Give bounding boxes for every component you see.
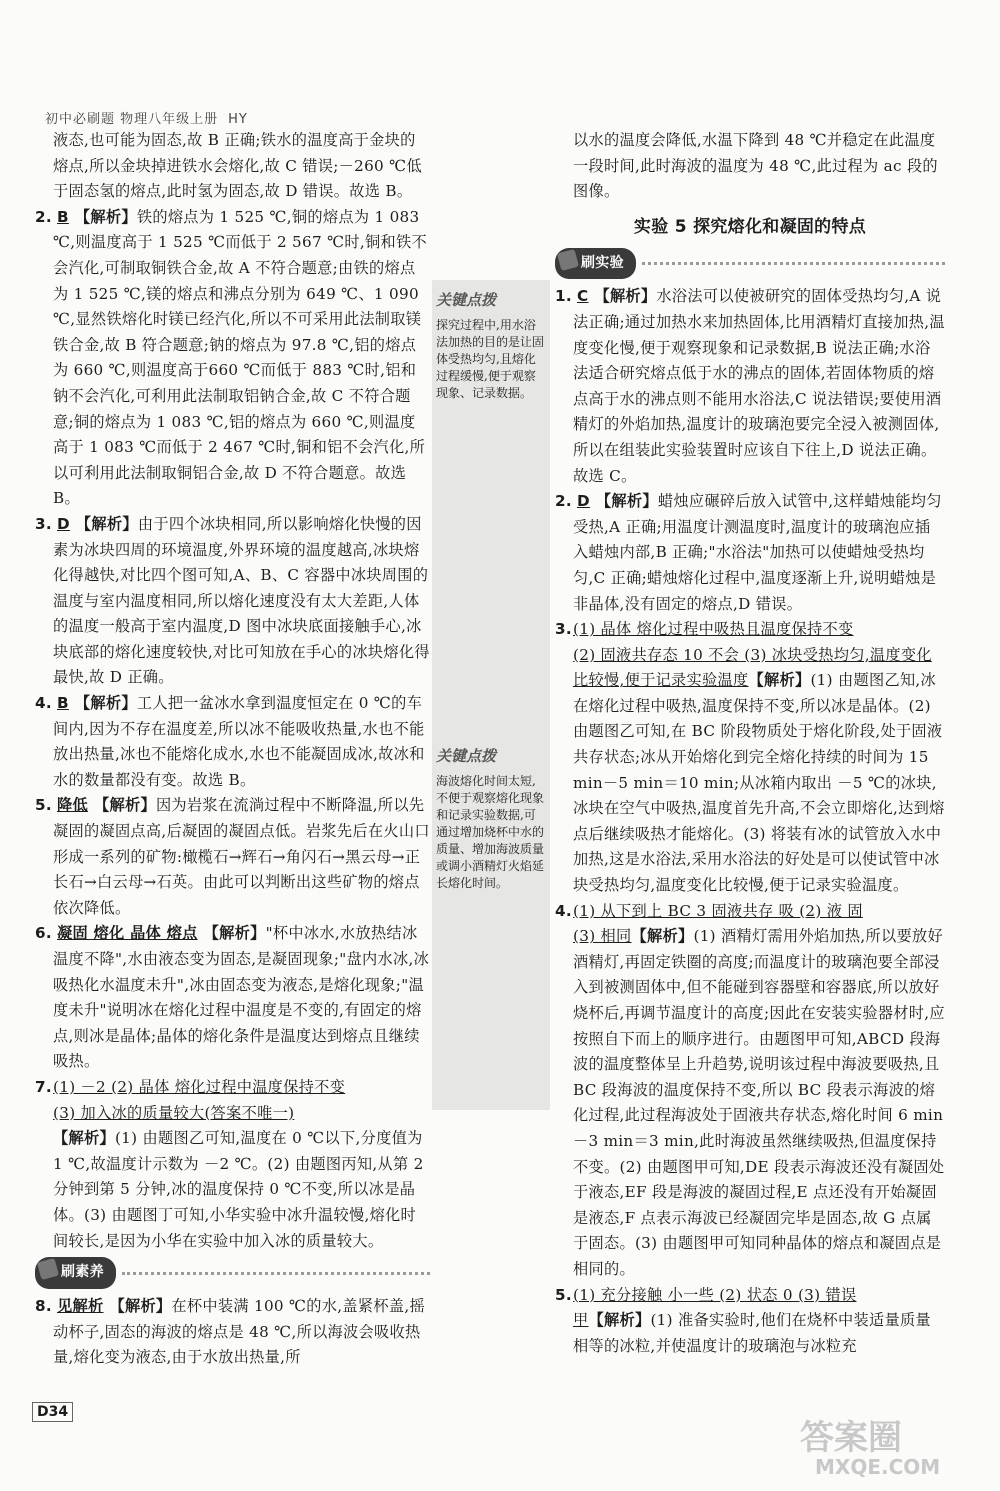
book-icon xyxy=(557,249,579,271)
right-column xyxy=(555,128,945,1359)
analysis-text: (1) 酒精灯需用外焰加热,所以要放好酒精灯,再固定铁圈的高度;而温度计的玻璃泡要全部浸入到被测固体中,但不能碰到容器壁和容器底,所以放好烧杯后,再调节温度计的高度;因此在安装实验器材时,应按照自下而上的顺序进行。由题图甲可知,ABCD 段海波的温度整体呈上升趋势,说明该过程中海波要吸热,且 BC 段海波的温度保持不变,所以 BC 段表示海波的熔化过程,此过程海波处于固液共存状态,熔化时间 6 min－3 min＝3 min,此时海波虽然继续吸热,但温度保持不变。(2) 由题图甲可知,DE 段表示海波还没有凝固处于液态,EF 段是海波的凝固过程,E 点还没有开始凝固是液态,F 点表示海波已经凝固完毕是固态,故 G 点属于固态。(3) 由题图甲可知同种晶体的熔点和凝固点是相同的。 xyxy=(573,927,945,1278)
analysis-tag: 【解析】 xyxy=(74,694,137,713)
tip-title: 关键点拨 xyxy=(436,747,497,765)
analysis-tag: 【解析】 xyxy=(53,1129,115,1148)
margin-strip xyxy=(432,280,550,1110)
analysis-text: 因为岩浆在流淌过程中不断降温,所以先凝固的凝固点高,后凝固的凝固点低。岩浆先后在火山口形成一系列的矿物:橄榄石→辉石→角闪石→黑云母→正长石→白云母→石英。由此可以判断出这些矿物的熔点依次降低。 xyxy=(53,796,430,917)
edition-label: HY xyxy=(228,112,248,127)
analysis-tag: 【解析】 xyxy=(93,796,156,815)
analysis-text: 工人把一盆冰水拿到温度恒定在 0 ℃的车间内,因为不存在温度差,所以冰不能吸收热量,水也不能放出热量,冰也不能熔化成水,水也不能凝固成冰,故冰和水的数量都没有变。故选 B。 xyxy=(53,694,425,789)
analysis-text: 蜡烛应碾碎后放入试管中,这样蜡烛能均匀受热,A 正确;用温度计测温度时,温度计的玻璃泡应插入蜡烛内部,B 正确;"水浴法"加热可以使蜡烛受热均匀,C 正确;蜡烛熔化过程中,温度逐渐上升,说明蜡烛是非晶体,没有固定的熔点,D 错误。 xyxy=(573,492,942,613)
analysis-tag: 【解析】 xyxy=(75,514,138,533)
analysis-tag: 【解析】 xyxy=(588,1311,651,1330)
right-intro: 以水的温度会降低,水温下降到 48 ℃并稳定在此温度一段时间,此时海波的温度为 48 ℃,此过程为 ac 段的图像。 xyxy=(573,131,938,201)
left-intro: 液态,也可能为固态,故 B 正确;铁水的温度高于金块的熔点,所以金块掉进铁水会熔化,故 C 错误;－260 ℃低于固态氢的熔点,此时氢为固态,故 D 错误。故选 B。 xyxy=(53,131,422,201)
book-icon xyxy=(37,1258,59,1280)
question-4: 4. B 【解析】工人把一盆冰水拿到温度恒定在 0 ℃的车间内,因为不存在温度差,所以冰不能吸收热量,水也不能放出热量,冰也不能熔化成水,水也不能凝固成冰,故冰和水的数量都没有变。故选 B。 xyxy=(35,694,425,789)
answer-2: (2) 固液共存态 10 不会 (3) 冰块受热均匀,温度变化比较慢,便于记录实验温度 xyxy=(573,645,932,690)
experiment-question-3: 3. (1) 晶体 熔化过程中吸热且温度保持不变 (2) 固液共存态 10 不会 (3) 冰块受热均匀,温度变化比较慢,便于记录实验温度【解析】(1) 由题图乙知,冰在熔化过程中吸热,温度保持不变,所以冰是晶体。(2) 由题图乙可知,在 BC 阶段物质处于熔化阶段,处于固液共存状态;冰从开始熔化到完全熔化持续的时间为 15 min－5 min＝10 min;从冰箱内取出 －5 ℃的冰块,冰块在空气中吸热,温度首先升高,不会立即熔化,达到熔点后继续吸热才能熔化。(3) 将装有冰的试管放入水中加热,这是水浴法,采用水浴法的好处是可以使试管中冰块受热均匀,温度变化比较慢,便于记录实验温度。 xyxy=(555,620,945,895)
tip-text: 海波熔化时间太短,不便于观察熔化现象和记录实验数据,可通过增加烧杯中水的质量、增加海波质量或调小酒精灯火焰延长熔化时间。 xyxy=(436,774,545,890)
answer: D xyxy=(577,492,590,511)
experiment-question-4: 4. (1) 从下到上 BC 3 固液共存 吸 (2) 液 固 (3) 相同【解析】(1) 酒精灯需用外焰加热,所以要放好酒精灯,再固定铁圈的高度;而温度计的玻璃泡要全部浸入到被测固体中,但不能碰到容器壁和容器底,所以放好烧杯后,再调节温度计的高度;因此在安装实验器材时,应按照自下而上的顺序进行。由题图甲可知,ABCD 段海波的温度整体呈上升趋势,说明该过程中海波要吸热,且 BC 段海波的温度保持不变,所以 BC 段表示海波的熔化过程,此过程海波处于固液共存状态,熔化时间 6 min－3 min＝3 min,此时海波虽然继续吸热,但温度保持不变。(2) 由题图甲可知,DE 段表示海波还没有凝固处于液态,EF 段是海波的凝固过程,E 点还没有开始凝固是液态,F 点表示海波已经凝固完毕是固态,故 G 点属于固态。(3) 由题图甲可知同种晶体的熔点和凝固点是相同的。 xyxy=(555,901,945,1278)
analysis-text: (1) 准备实验时,他们在烧杯中装适量质量相等的冰粒,并使温度计的玻璃泡与冰粒充 xyxy=(573,1311,931,1355)
banner-label: 刷素养 xyxy=(61,1264,104,1281)
analysis-text: (1) 由题图乙可知,温度在 0 ℃以下,分度值为1 ℃,故温度计示数为 －2 ℃。(2) 由题图丙知,从第 2 分钟到第 5 分钟,冰的温度保持 0 ℃不变,所以冰是晶体。(3) 由题图丁可知,小华实验中冰升温较慢,熔化时间较长,是因为小华在实验中加入冰的质量较大。 xyxy=(53,1129,424,1250)
analysis-text: 由于四个冰块相同,所以影响熔化快慢的因素为冰块四周的环境温度,外界环境的温度越高,冰块熔化得越快,对比四个图可知,A、B、C 容器中冰块周围的温度与室内温度相同,所以熔化速度没有太大差距,人体的温度一般高于室内温度,D 图中冰块底面接触手心,冰块底部的熔化速度较快,对比可知放在手心的冰块熔化得最快,故 D 正确。 xyxy=(53,514,430,687)
question-3: 3. D 【解析】由于四个冰块相同,所以影响熔化快慢的因素为冰块四周的环境温度,外界环境的温度越高,冰块熔化得越快,对比四个图可知,A、B、C 容器中冰块周围的温度与室内温度相同,所以熔化速度没有太大差距,人体的温度一般高于室内温度,D 图中冰块底面接触手心,冰块底部的熔化速度较快,对比可知放在手心的冰块熔化得最快,故 D 正确。 xyxy=(35,514,430,687)
answer: B xyxy=(57,694,69,713)
analysis-tag: 【解析】 xyxy=(203,924,266,943)
experiment-question-2: 2. D 【解析】蜡烛应碾碎后放入试管中,这样蜡烛能均匀受热,A 正确;用温度计测温度时,温度计的玻璃泡应插入蜡烛内部,B 正确;"水浴法"加热可以使蜡烛受热均匀,C 正确;蜡烛熔化过程中,温度逐渐上升,说明蜡烛是非晶体,没有固定的熔点,D 错误。 xyxy=(555,492,942,613)
question-6: 6. 凝固 熔化 晶体 熔点 【解析】"杯中冰水,水放热结冰温度不降",水由液态变为固态,是凝固现象;"盘内水冰,冰吸热化水温度未升",冰由固态变为液态,是熔化现象;"温度未升"说明冰在熔化过程中温度是不变的,有固定的熔点,则冰是晶体;晶体的熔化条件是温度达到熔点且继续吸热。 xyxy=(35,924,430,1071)
analysis-tag: 【解析】 xyxy=(631,927,694,946)
tip-text: 探究过程中,用水浴法加热的目的是让固体受热均匀,且熔化过程缓慢,便于观察现象、记录数据。 xyxy=(436,318,545,400)
answer-2: 甲 xyxy=(573,1311,589,1330)
watermark-url: MXQE.COM xyxy=(815,1455,941,1479)
analysis-tag: 【解析】 xyxy=(748,671,811,690)
answer: (1) －2 (2) 晶体 熔化过程中温度保持不变 xyxy=(53,1077,346,1096)
question-5: 5. 降低 【解析】因为岩浆在流淌过程中不断降温,所以先凝固的凝固点高,后凝固的凝固点低。岩浆先后在火山口形成一系列的矿物:橄榄石→辉石→角闪石→黑云母→正长石→白云母→石英。由此可以判断出这些矿物的熔点依次降低。 xyxy=(35,796,430,917)
page-header xyxy=(45,108,248,127)
book-title: 初中必刷题 物理八年级上册 xyxy=(45,112,219,127)
key-tip-1 xyxy=(436,292,546,402)
watermark-logo: 答案圈 xyxy=(800,1418,902,1458)
analysis-tag: 【解析】 xyxy=(74,207,137,226)
analysis-tag: 【解析】 xyxy=(595,492,658,511)
answer: (1) 充分接触 小一些 (2) 状态 0 (3) 错误 xyxy=(573,1285,857,1304)
experiment-question-1: 1. C 【解析】水浴法可以使被研究的固体受热均匀,A 说法正确;通过加热水来加热固体,比用酒精灯直接加热,温度变化慢,便于观察现象和记录数据,B 说法正确;水浴法适合研究熔点低于水的沸点的固体,若固体物质的熔点高于水的沸点则不能用水浴法,C 说法错误;要使用酒精灯的外焰加热,温度计的玻璃泡要完全浸入被测固体,所以在组装此实验装置时应该自下往上,D 说法正确。故选 C。 xyxy=(555,287,945,485)
analysis-tag: 【解析】 xyxy=(594,287,657,306)
analysis-text: 在杯中装满 100 ℃的水,盖紧杯盖,摇动杯子,固态的海波的熔点是 48 ℃,所以海波会吸收热量,熔化变为液态,由于水放出热量,所 xyxy=(53,1297,425,1367)
answer: B xyxy=(57,207,69,226)
analysis-text: 铁的熔点为 1 525 ℃,铜的熔点为 1 083 ℃,则温度高于 1 525 ℃而低于 2 567 ℃时,铜和铁不会汽化,可制取铜铁合金,故 A 不符合题意;由铁的熔点为 1 525 ℃,镁的熔点和沸点分别为 649 ℃、1 090 ℃,显然铁熔化时镁已经汽化,所以不可采用此法制取镁铁合金,故 B 符合题意;钠的熔点为 97.8 ℃,铝的熔点为 660 ℃,则温度高于660 ℃而低于 883 ℃时,铝和钠不会汽化,可利用此法制取铝钠合金,故 C 不符合题意;铜的熔点为 1 083 ℃,铝的熔点为 660 ℃,则温度高于 1 083 ℃而低于 2 467 ℃时,铜和铝不会汽化,所以可利用此法制取铜铝合金,故 D 不符合题意。故选 B。 xyxy=(53,207,427,508)
analysis-text: 水浴法可以使被研究的固体受热均匀,A 说法正确;通过加热水来加热固体,比用酒精灯直接加热,温度变化慢,便于观察现象和记录数据,B 说法正确;水浴法适合研究熔点低于水的沸点的固体,若固体物质的熔点高于水的沸点则不能用水浴法,C 说法错误;要使用酒精灯的外焰加热,温度计的玻璃泡要完全浸入被测固体,所以在组装此实验装置时应该自下往上,D 说法正确。故选 C。 xyxy=(573,287,945,485)
answer: 降低 xyxy=(57,796,88,815)
section-banner-literacy xyxy=(35,1258,430,1288)
dotted-rule xyxy=(642,262,945,265)
tip-title: 关键点拨 xyxy=(436,291,497,309)
analysis-tag: 【解析】 xyxy=(109,1297,172,1316)
question-2: 2. B 【解析】铁的熔点为 1 525 ℃,铜的熔点为 1 083 ℃,则温度高于 1 525 ℃而低于 2 567 ℃时,铜和铁不会汽化,可制取铜铁合金,故 A 不符合题意;由铁的熔点为 1 525 ℃,镁的熔点和沸点分别为 649 ℃、1 090 ℃,显然铁熔化时镁已经汽化,所以不可采用此法制取镁铁合金,故 B 符合题意;钠的熔点为 97.8 ℃,铝的熔点为 660 ℃,则温度高于660 ℃而低于 883 ℃时,铝和钠不会汽化,可利用此法制取铝钠合金,故 C 不符合题意;铜的熔点为 1 083 ℃,铝的熔点为 660 ℃,则温度高于 1 083 ℃而低于 2 467 ℃时,铜和铝不会汽化,所以可利用此法制取铜铝合金,故 D 不符合题意。故选 B。 xyxy=(35,207,427,508)
answer-2: (3) 相同 xyxy=(573,927,632,946)
experiment-question-5: 5. (1) 充分接触 小一些 (2) 状态 0 (3) 错误 甲【解析】(1) 准备实验时,他们在烧杯中装适量质量相等的冰粒,并使温度计的玻璃泡与冰粒充 xyxy=(555,1285,931,1355)
question-7: 7. (1) －2 (2) 晶体 熔化过程中温度保持不变 (3) 加入冰的质量较大(答案不唯一) 【解析】(1) 由题图乙可知,温度在 0 ℃以下,分度值为1 ℃,故温度计示数为 －2 ℃。(2) 由题图丙知,从第 2 分钟到第 5 分钟,冰的温度保持 0 ℃不变,所以冰是晶体。(3) 由题图丁可知,小华实验中冰升温较慢,熔化时间较长,是因为小华在实验中加入冰的质量较大。 xyxy=(35,1077,424,1250)
analysis-text: "杯中冰水,水放热结冰温度不降",水由液态变为固态,是凝固现象;"盘内水冰,冰吸热化水温度未升",冰由固态变为液态,是熔化现象;"温度未升"说明冰在熔化过程中温度是不变的,有固定的熔点,则冰是晶体;晶体的熔化条件是温度达到熔点且继续吸热。 xyxy=(53,924,430,1071)
section-title: 实验 5 探究熔化和凝固的特点 xyxy=(633,216,867,237)
answer: (1) 从下到上 BC 3 固液共存 吸 (2) 液 固 xyxy=(573,901,863,920)
section-banner-experiment xyxy=(555,248,945,278)
answer: 见解析 xyxy=(57,1297,104,1316)
dotted-rule xyxy=(122,1272,430,1275)
answer: (1) 晶体 熔化过程中吸热且温度保持不变 xyxy=(573,620,854,639)
answer-2: (3) 加入冰的质量较大(答案不唯一) xyxy=(53,1103,295,1122)
page-number: D34 xyxy=(32,1402,73,1422)
answer: D xyxy=(57,514,70,533)
answer: 凝固 熔化 晶体 熔点 xyxy=(57,924,198,943)
banner-label: 刷实验 xyxy=(581,254,624,271)
analysis-text: (1) 由题图乙知,冰在熔化过程中吸热,温度保持不变,所以冰是晶体。(2) 由题图乙可知,在 BC 阶段物质处于熔化阶段,处于固液共存状态;冰从开始熔化到完全熔化持续的时间为 15 min－5 min＝10 min;从冰箱内取出 －5 ℃的冰块,冰块在空气中吸热,温度首先升高,不会立即熔化,达到熔点后继续吸热才能熔化。(3) 将装有冰的试管放入水中加热,这是水浴法,采用水浴法的好处是可以使试管中冰块受热均匀,温度变化比较慢,便于记录实验温度。 xyxy=(573,671,945,895)
answer: C xyxy=(577,287,589,306)
question-8: 8. 见解析 【解析】在杯中装满 100 ℃的水,盖紧杯盖,摇动杯子,固态的海波的熔点是 48 ℃,所以海波会吸收热量,熔化变为液态,由于水放出热量,所 xyxy=(35,1297,425,1367)
key-tip-2 xyxy=(436,748,546,892)
left-column xyxy=(35,128,430,1371)
